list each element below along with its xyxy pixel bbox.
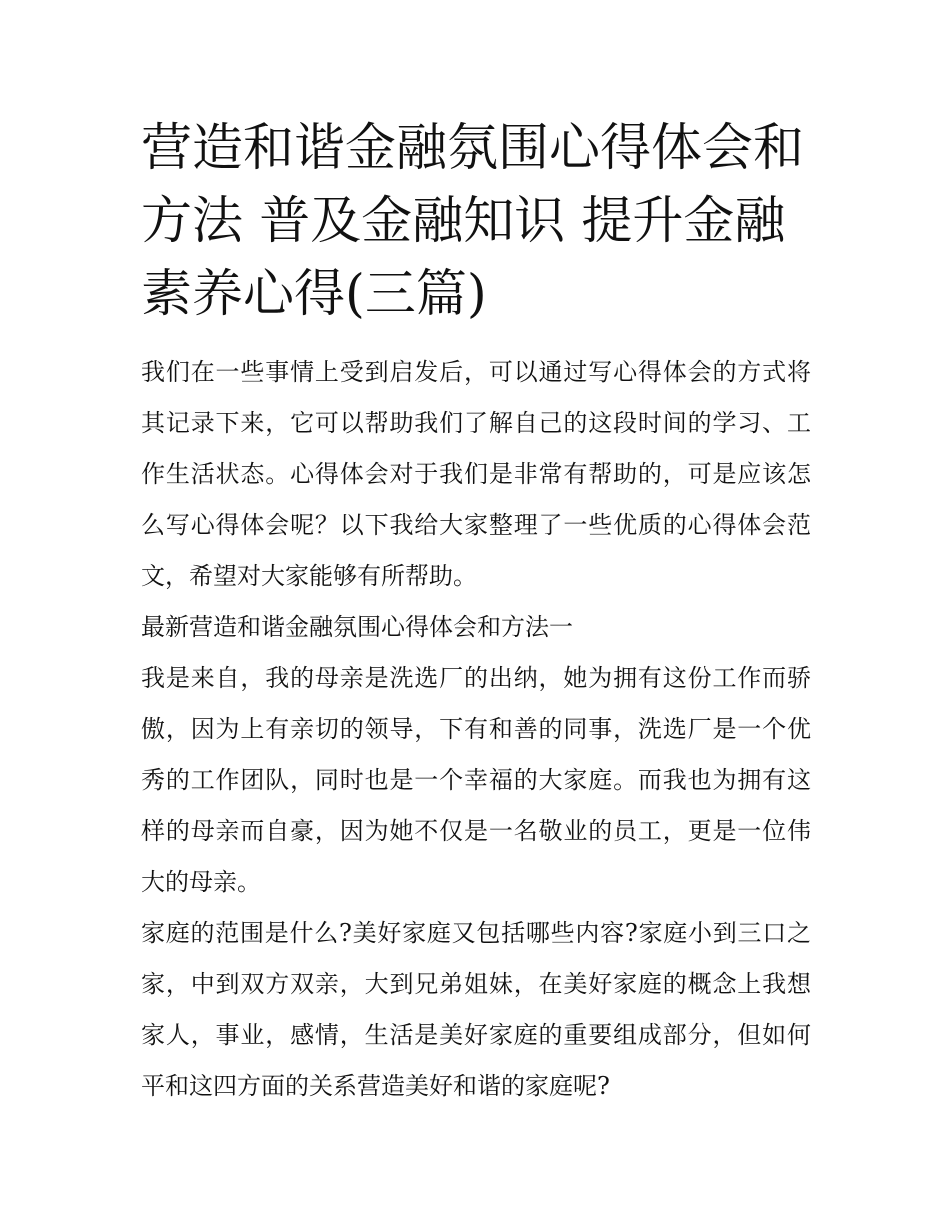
document-body [141, 112, 811, 1112]
section-heading: 最新营造和谐金融氛围心得体会和方法一 [141, 613, 573, 641]
body-paragraph-1: 我是来自，我的母亲是洗选厂的出纳，她为拥有这份工作而骄傲，因为上有亲切的领导，下有和善的同事，洗选厂是一个优秀的工作团队，同时也是一个幸福的大家庭。而我也为拥有这样的母亲而自豪，因为她不仅是一名敬业的员工，更是一位伟大的母亲。 [141, 664, 811, 896]
intro-paragraph: 我们在一些事情上受到启发后，可以通过写心得体会的方式将其记录下来，它可以帮助我们了解自己的这段时间的学习、工作生活状态。心得体会对于我们是非常有帮助的，可是应该怎么写心得体会呢？以下我给大家整理了一些优质的心得体会范文，希望对大家能够有所帮助。 [141, 358, 811, 590]
title-block [141, 112, 811, 331]
body-paragraph-2: 家庭的范围是什么?美好家庭又包括哪些内容?家庭小到三口之家，中到双方双亲，大到兄弟姐妹，在美好家庭的概念上我想家人，事业，感情，生活是美好家庭的重要组成部分，但如何平和这四方面的关系营造美好和谐的家庭呢? [141, 919, 811, 1100]
document-title: 营造和谐金融氛围心得体会和方法 普及金融知识 提升金融素养心得(三篇) [141, 119, 805, 324]
